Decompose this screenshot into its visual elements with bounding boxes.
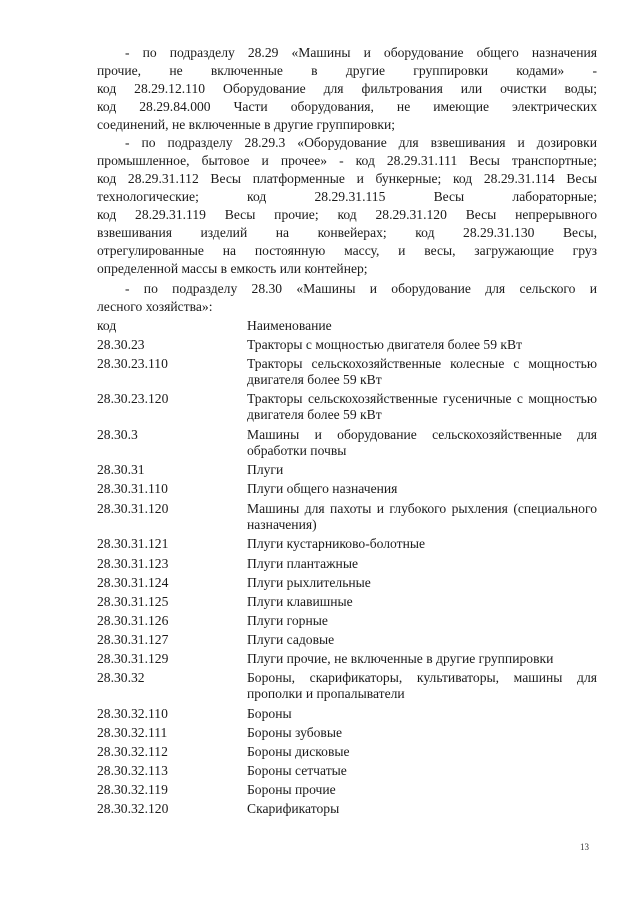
table-row <box>97 391 597 423</box>
row-code: 28.30.23.120 <box>97 391 169 406</box>
text-line: прочие, не включенные в другие группировки кодами» - <box>97 63 597 78</box>
table-row <box>97 763 597 779</box>
text-line: соединений, не включенные в другие группировки; <box>97 117 396 132</box>
row-name: Плуги общего назначения <box>247 481 398 496</box>
row-name: Плуги <box>247 462 284 477</box>
text-line: технологические; код 28.29.31.115 Весы лабораторные; <box>97 189 597 204</box>
table-row <box>97 556 597 572</box>
text-line: код 28.29.31.112 Весы платформенные и бункерные; код 28.29.31.114 Весы <box>97 171 597 186</box>
table-row <box>97 613 597 629</box>
row-name: Бороны дисковые <box>247 744 350 759</box>
row-name: Бороны <box>247 706 292 721</box>
row-name: Тракторы сельскохозяйственные колесные с мощностью двигателя более 59 кВт <box>247 356 597 387</box>
table-row <box>97 801 597 817</box>
text-line: - по подразделу 28.29.3 «Оборудование для взвешивания и дозировки <box>125 135 597 150</box>
row-code: 28.30.32.120 <box>97 801 169 816</box>
row-code: 28.30.31.110 <box>97 481 168 496</box>
row-name: Скарификаторы <box>247 801 340 816</box>
text-line: - по подразделу 28.30 «Машины и оборудование для сельского и <box>125 281 597 296</box>
row-code: 28.30.32.119 <box>97 782 168 797</box>
table-header <box>97 318 597 334</box>
row-name: Плуги плантажные <box>247 556 358 571</box>
table-row <box>97 337 597 353</box>
row-code: 28.30.31.125 <box>97 594 169 609</box>
text-line: промышленное, бытовое и прочее» - код 28.29.31.111 Весы транспортные; <box>97 153 597 168</box>
table-row <box>97 501 597 533</box>
table-row <box>97 725 597 741</box>
row-code: 28.30.31.126 <box>97 613 169 628</box>
row-code: 28.30.31.124 <box>97 575 169 590</box>
table-row <box>97 481 597 497</box>
row-name: Тракторы сельскохозяйственные гусеничные с мощностью двигателя более 59 кВт <box>247 391 597 422</box>
header-name: Наименование <box>247 318 332 333</box>
row-name: Бороны, скарификаторы, культиваторы, машины для прополки и пропалыватели <box>247 670 597 701</box>
table-row <box>97 744 597 760</box>
row-code: 28.30.3 <box>97 427 138 442</box>
row-name: Плуги прочие, не включенные в другие группировки <box>247 651 554 666</box>
row-name: Бороны прочие <box>247 782 336 797</box>
row-code: 28.30.31.121 <box>97 536 169 551</box>
row-name: Плуги рыхлительные <box>247 575 371 590</box>
row-name: Бороны зубовые <box>247 725 343 740</box>
table-row <box>97 575 597 591</box>
table-row <box>97 782 597 798</box>
text-line: определенной массы в емкость или контейнер; <box>97 261 368 276</box>
text-line: лесного хозяйства»: <box>97 299 213 314</box>
row-code: 28.30.32 <box>97 670 145 685</box>
row-name: Машины для пахоты и глубокого рыхления (специального назначения) <box>247 501 597 532</box>
row-code: 28.30.32.111 <box>97 725 168 740</box>
header-code: код <box>97 318 117 333</box>
text-line: - по подразделу 28.29 «Машины и оборудование общего назначения <box>125 45 597 60</box>
table-row <box>97 427 597 459</box>
row-name: Плуги кустарниково-болотные <box>247 536 426 551</box>
text-line: взвешивания изделий на конвейерах; код 28.29.31.130 Весы, <box>97 225 597 240</box>
text-line: отрегулированные на постоянную массу, и весы, загружающие груз <box>97 243 597 258</box>
paragraph-28-29-3 <box>97 134 597 278</box>
row-name: Бороны сетчатые <box>247 763 347 778</box>
text-line: код 28.29.84.000 Части оборудования, не имеющие электрических <box>97 99 597 114</box>
row-code: 28.30.23 <box>97 337 145 352</box>
text-line: код 28.29.12.110 Оборудование для фильтрования или очистки воды; <box>97 81 597 96</box>
row-code: 28.30.31.127 <box>97 632 169 647</box>
table-row <box>97 536 597 552</box>
row-code: 28.30.31.123 <box>97 556 169 571</box>
table-row <box>97 706 597 722</box>
row-code: 28.30.31.129 <box>97 651 169 666</box>
row-code: 28.30.32.110 <box>97 706 168 721</box>
table-row <box>97 356 597 388</box>
table-row <box>97 651 597 667</box>
paragraph-28-30 <box>97 280 597 316</box>
row-name: Плуги горные <box>247 613 328 628</box>
table-row <box>97 462 597 478</box>
row-name: Машины и оборудование сельскохозяйственные для обработки почвы <box>247 427 597 458</box>
table-row <box>97 670 597 702</box>
row-name: Плуги садовые <box>247 632 335 647</box>
row-code: 28.30.31 <box>97 462 145 477</box>
row-name: Тракторы с мощностью двигателя более 59 кВт <box>247 337 523 352</box>
table-row <box>97 632 597 648</box>
code-table <box>97 318 597 820</box>
text-line: код 28.29.31.119 Весы прочие; код 28.29.31.120 Весы непрерывного <box>97 207 597 222</box>
row-code: 28.30.32.113 <box>97 763 168 778</box>
row-code: 28.30.23.110 <box>97 356 168 371</box>
table-row <box>97 594 597 610</box>
row-code: 28.30.32.112 <box>97 744 168 759</box>
page-number: 13 <box>580 842 589 852</box>
row-name: Плуги клавишные <box>247 594 353 609</box>
row-code: 28.30.31.120 <box>97 501 169 516</box>
paragraph-28-29 <box>97 44 597 134</box>
